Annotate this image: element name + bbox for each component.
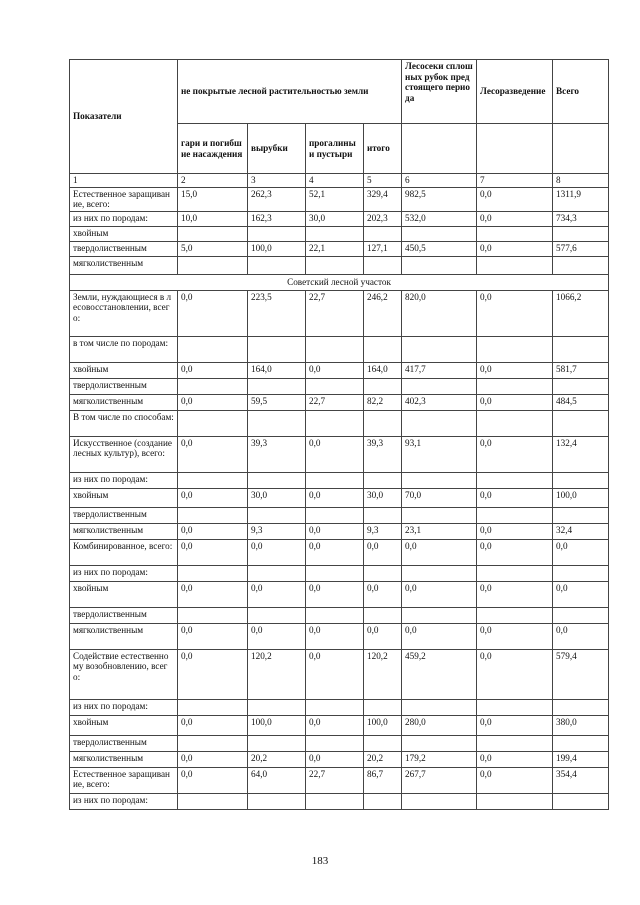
table-row bbox=[70, 436, 609, 472]
table-cell: 280,0 bbox=[402, 715, 477, 735]
table-cell bbox=[364, 607, 402, 623]
table-cell: 59,5 bbox=[248, 394, 306, 410]
table-cell bbox=[402, 472, 477, 488]
table-cell: 164,0 bbox=[364, 362, 402, 378]
table-cell bbox=[178, 699, 248, 715]
row-label: мягколиственным bbox=[70, 623, 178, 649]
table-cell: 39,3 bbox=[364, 436, 402, 472]
table-cell bbox=[364, 793, 402, 809]
table-cell bbox=[364, 472, 402, 488]
table-cell: 0,0 bbox=[402, 623, 477, 649]
table-cell: 0,0 bbox=[306, 488, 364, 507]
table-cell: 0,0 bbox=[178, 767, 248, 793]
column-number: 7 bbox=[477, 174, 553, 188]
table-cell bbox=[248, 735, 306, 751]
row-label: из них по породам: bbox=[70, 565, 178, 581]
table-cell: 0,0 bbox=[477, 241, 553, 256]
table-cell bbox=[178, 226, 248, 241]
column-number: 4 bbox=[306, 174, 364, 188]
table-cell bbox=[553, 607, 609, 623]
table-cell: 0,0 bbox=[477, 715, 553, 735]
table-cell: 820,0 bbox=[402, 290, 477, 336]
row-label: В том числе по способам: bbox=[70, 410, 178, 436]
column-number: 1 bbox=[70, 174, 178, 188]
table-cell: 0,0 bbox=[553, 623, 609, 649]
table-cell: 22,7 bbox=[306, 394, 364, 410]
row-label: твердолиственным bbox=[70, 241, 178, 256]
header-not-forested-lands: не покрытые лесной растительностью земли bbox=[178, 60, 402, 124]
table-cell bbox=[553, 378, 609, 394]
table-cell: 179,2 bbox=[402, 751, 477, 767]
table-row bbox=[70, 488, 609, 507]
forest-data-table bbox=[69, 59, 609, 810]
table-cell: 1311,9 bbox=[553, 187, 609, 211]
row-label: Содействие естественному возобновлению, всего: bbox=[70, 649, 178, 699]
table-cell: 9,3 bbox=[364, 523, 402, 539]
table-cell bbox=[306, 472, 364, 488]
table-cell: 9,3 bbox=[248, 523, 306, 539]
table-cell: 0,0 bbox=[477, 581, 553, 607]
table-cell bbox=[364, 256, 402, 274]
table-cell bbox=[402, 507, 477, 523]
table-row bbox=[70, 290, 609, 336]
row-label: Искусственное (создание лесных культур), всего: bbox=[70, 436, 178, 472]
table-cell bbox=[553, 735, 609, 751]
table-row bbox=[70, 607, 609, 623]
table-cell bbox=[364, 735, 402, 751]
table-cell bbox=[306, 607, 364, 623]
row-label: хвойным bbox=[70, 581, 178, 607]
table-cell: 0,0 bbox=[477, 523, 553, 539]
header-clearcuts: Лесосеки сплошных рубок предстоящего периода bbox=[402, 60, 477, 124]
table-cell: 0,0 bbox=[178, 488, 248, 507]
table-cell bbox=[248, 410, 306, 436]
table-cell bbox=[248, 699, 306, 715]
column-number: 5 bbox=[364, 174, 402, 188]
row-label: из них по породам: bbox=[70, 472, 178, 488]
table-cell: 64,0 bbox=[248, 767, 306, 793]
table-cell: 15,0 bbox=[178, 187, 248, 211]
table-cell: 164,0 bbox=[248, 362, 306, 378]
table-cell: 0,0 bbox=[477, 539, 553, 565]
table-cell: 52,1 bbox=[306, 187, 364, 211]
table-row bbox=[70, 715, 609, 735]
table-cell bbox=[364, 226, 402, 241]
table-cell bbox=[248, 507, 306, 523]
table-cell bbox=[553, 410, 609, 436]
table-cell bbox=[248, 378, 306, 394]
table-cell: 0,0 bbox=[553, 581, 609, 607]
row-label: Естественное заращивание, всего: bbox=[70, 187, 178, 211]
table-row bbox=[70, 226, 609, 241]
table-cell: 484,5 bbox=[553, 394, 609, 410]
table-row bbox=[70, 507, 609, 523]
table-cell: 0,0 bbox=[477, 362, 553, 378]
table-cell bbox=[477, 472, 553, 488]
table-cell: 100,0 bbox=[364, 715, 402, 735]
table-cell bbox=[306, 699, 364, 715]
column-number: 2 bbox=[178, 174, 248, 188]
table-cell: 0,0 bbox=[306, 362, 364, 378]
header-empty-cell bbox=[402, 124, 477, 174]
table-cell bbox=[178, 565, 248, 581]
table-cell: 0,0 bbox=[178, 623, 248, 649]
table-cell: 0,0 bbox=[306, 715, 364, 735]
table-cell bbox=[477, 735, 553, 751]
table-cell: 0,0 bbox=[477, 436, 553, 472]
table-cell: 380,0 bbox=[553, 715, 609, 735]
table-cell: 22,1 bbox=[306, 241, 364, 256]
table-cell bbox=[553, 565, 609, 581]
table-cell: 20,2 bbox=[364, 751, 402, 767]
table-row bbox=[70, 362, 609, 378]
table-cell bbox=[402, 699, 477, 715]
table-cell bbox=[306, 336, 364, 362]
table-cell bbox=[553, 226, 609, 241]
table-cell: 100,0 bbox=[248, 241, 306, 256]
table-row bbox=[70, 394, 609, 410]
table-cell: 10,0 bbox=[178, 211, 248, 226]
table-cell: 22,7 bbox=[306, 290, 364, 336]
table-cell bbox=[477, 607, 553, 623]
row-label: из них по породам: bbox=[70, 793, 178, 809]
table-cell: 0,0 bbox=[402, 581, 477, 607]
table-cell: 0,0 bbox=[477, 649, 553, 699]
table-cell bbox=[248, 607, 306, 623]
table-cell bbox=[248, 793, 306, 809]
table-cell bbox=[364, 378, 402, 394]
table-cell bbox=[248, 472, 306, 488]
table-row bbox=[70, 767, 609, 793]
table-cell bbox=[306, 793, 364, 809]
table-cell: 417,7 bbox=[402, 362, 477, 378]
table-cell: 0,0 bbox=[364, 581, 402, 607]
table-cell: 246,2 bbox=[364, 290, 402, 336]
table-cell bbox=[248, 565, 306, 581]
table-cell bbox=[248, 256, 306, 274]
table-cell: 0,0 bbox=[178, 394, 248, 410]
table-cell bbox=[477, 336, 553, 362]
column-number: 8 bbox=[553, 174, 609, 188]
table-cell bbox=[364, 507, 402, 523]
table-cell: 579,4 bbox=[553, 649, 609, 699]
table-cell: 354,4 bbox=[553, 767, 609, 793]
table-row bbox=[70, 649, 609, 699]
table-cell bbox=[402, 256, 477, 274]
table-row bbox=[70, 699, 609, 715]
table-cell bbox=[178, 256, 248, 274]
table-cell: 0,0 bbox=[306, 539, 364, 565]
header-glades: прогалины и пустыри bbox=[306, 124, 364, 174]
header-total: Всего bbox=[553, 60, 609, 124]
table-cell bbox=[306, 735, 364, 751]
table-cell: 0,0 bbox=[553, 539, 609, 565]
table-cell: 86,7 bbox=[364, 767, 402, 793]
table-cell bbox=[306, 507, 364, 523]
column-number-row bbox=[70, 174, 609, 188]
table-cell: 70,0 bbox=[402, 488, 477, 507]
table-cell bbox=[553, 699, 609, 715]
table-cell: 30,0 bbox=[306, 211, 364, 226]
row-label: хвойным bbox=[70, 715, 178, 735]
page-number: 183 bbox=[311, 855, 329, 867]
table-cell bbox=[364, 336, 402, 362]
row-label: твердолиственным bbox=[70, 378, 178, 394]
table-row bbox=[70, 410, 609, 436]
table-cell bbox=[248, 336, 306, 362]
table-cell: 30,0 bbox=[364, 488, 402, 507]
table-cell: 162,3 bbox=[248, 211, 306, 226]
row-label: Комбинированное, всего: bbox=[70, 539, 178, 565]
table-cell bbox=[553, 793, 609, 809]
table-cell: 0,0 bbox=[306, 751, 364, 767]
row-label: мягколиственным bbox=[70, 523, 178, 539]
table-cell bbox=[477, 565, 553, 581]
table-cell bbox=[306, 410, 364, 436]
table-cell: 0,0 bbox=[178, 581, 248, 607]
table-cell: 0,0 bbox=[248, 581, 306, 607]
table-cell bbox=[306, 378, 364, 394]
table-cell: 262,3 bbox=[248, 187, 306, 211]
table-cell: 132,4 bbox=[553, 436, 609, 472]
table-cell: 0,0 bbox=[248, 623, 306, 649]
row-label: мягколиственным bbox=[70, 751, 178, 767]
table-cell bbox=[553, 507, 609, 523]
column-number: 3 bbox=[248, 174, 306, 188]
table-cell bbox=[178, 378, 248, 394]
table-cell: 0,0 bbox=[364, 539, 402, 565]
table-cell: 450,5 bbox=[402, 241, 477, 256]
table-cell: 0,0 bbox=[178, 523, 248, 539]
table-cell: 402,3 bbox=[402, 394, 477, 410]
table-cell bbox=[477, 793, 553, 809]
table-cell bbox=[402, 336, 477, 362]
table-cell: 32,4 bbox=[553, 523, 609, 539]
table-cell: 532,0 bbox=[402, 211, 477, 226]
table-cell bbox=[402, 607, 477, 623]
row-label: хвойным bbox=[70, 488, 178, 507]
table-cell: 0,0 bbox=[477, 623, 553, 649]
table-cell: 22,7 bbox=[306, 767, 364, 793]
table-cell: 0,0 bbox=[477, 488, 553, 507]
table-cell bbox=[477, 256, 553, 274]
row-label: из них по породам: bbox=[70, 699, 178, 715]
table-cell: 0,0 bbox=[178, 539, 248, 565]
table-cell: 734,3 bbox=[553, 211, 609, 226]
table-cell bbox=[402, 378, 477, 394]
table-cell: 982,5 bbox=[402, 187, 477, 211]
table-row bbox=[70, 735, 609, 751]
row-label: из них по породам: bbox=[70, 211, 178, 226]
table-row bbox=[70, 523, 609, 539]
table-cell: 0,0 bbox=[477, 290, 553, 336]
table-cell: 459,2 bbox=[402, 649, 477, 699]
table-cell: 1066,2 bbox=[553, 290, 609, 336]
table-cell bbox=[178, 410, 248, 436]
table-cell: 0,0 bbox=[402, 539, 477, 565]
table-cell: 0,0 bbox=[178, 715, 248, 735]
table-cell: 0,0 bbox=[248, 539, 306, 565]
table-row bbox=[70, 241, 609, 256]
table-cell bbox=[553, 472, 609, 488]
table-cell: 223,5 bbox=[248, 290, 306, 336]
table-cell: 0,0 bbox=[178, 649, 248, 699]
row-label: мягколиственным bbox=[70, 256, 178, 274]
table-cell: 0,0 bbox=[477, 211, 553, 226]
table-row bbox=[70, 187, 609, 211]
row-label: Естественное заращивание, всего: bbox=[70, 767, 178, 793]
table-cell: 0,0 bbox=[306, 649, 364, 699]
table-cell bbox=[402, 226, 477, 241]
table-cell: 120,2 bbox=[364, 649, 402, 699]
table-row bbox=[70, 472, 609, 488]
table-cell: 5,0 bbox=[178, 241, 248, 256]
row-label: хвойным bbox=[70, 362, 178, 378]
table-row bbox=[70, 751, 609, 767]
table-cell bbox=[178, 607, 248, 623]
table-cell bbox=[178, 793, 248, 809]
table-cell: 127,1 bbox=[364, 241, 402, 256]
table-cell: 0,0 bbox=[477, 187, 553, 211]
table-cell: 0,0 bbox=[306, 523, 364, 539]
table-cell bbox=[178, 336, 248, 362]
row-label: Земли, нуждающиеся в лесовосстановлении, всего: bbox=[70, 290, 178, 336]
section-title: Советский лесной участок bbox=[70, 274, 609, 290]
table-cell bbox=[402, 410, 477, 436]
table-cell: 82,2 bbox=[364, 394, 402, 410]
row-label: в том числе по породам: bbox=[70, 336, 178, 362]
table-cell bbox=[178, 507, 248, 523]
header-row-1 bbox=[70, 60, 609, 124]
row-label: твердолиственным bbox=[70, 735, 178, 751]
header-subtotal: итого bbox=[364, 124, 402, 174]
section-row bbox=[70, 274, 609, 290]
table-cell: 0,0 bbox=[178, 436, 248, 472]
table-cell: 39,3 bbox=[248, 436, 306, 472]
table-row bbox=[70, 581, 609, 607]
table-cell: 0,0 bbox=[306, 436, 364, 472]
table-cell: 0,0 bbox=[364, 623, 402, 649]
row-label: твердолиственным bbox=[70, 607, 178, 623]
table-cell bbox=[477, 507, 553, 523]
table-cell: 120,2 bbox=[248, 649, 306, 699]
table-cell: 0,0 bbox=[178, 751, 248, 767]
table-cell: 23,1 bbox=[402, 523, 477, 539]
table-cell bbox=[364, 565, 402, 581]
table-cell: 0,0 bbox=[477, 394, 553, 410]
table-row bbox=[70, 211, 609, 226]
table-cell: 0,0 bbox=[178, 362, 248, 378]
table-cell bbox=[364, 699, 402, 715]
header-indicators: Показатели bbox=[70, 60, 178, 174]
table-cell: 581,7 bbox=[553, 362, 609, 378]
table-cell bbox=[248, 226, 306, 241]
table-cell bbox=[477, 378, 553, 394]
table-cell: 0,0 bbox=[306, 623, 364, 649]
column-number: 6 bbox=[402, 174, 477, 188]
table-row bbox=[70, 539, 609, 565]
table-cell: 0,0 bbox=[178, 290, 248, 336]
header-felling: вырубки bbox=[248, 124, 306, 174]
table-cell bbox=[402, 793, 477, 809]
table-cell bbox=[306, 565, 364, 581]
table-cell: 577,6 bbox=[553, 241, 609, 256]
row-label: мягколиственным bbox=[70, 394, 178, 410]
table-cell: 100,0 bbox=[553, 488, 609, 507]
header-empty-cell bbox=[477, 124, 553, 174]
table-cell: 0,0 bbox=[477, 751, 553, 767]
header-afforestation: Лесоразведение bbox=[477, 60, 553, 124]
table-row bbox=[70, 623, 609, 649]
table-cell: 199,4 bbox=[553, 751, 609, 767]
table-cell bbox=[178, 735, 248, 751]
table-cell: 93,1 bbox=[402, 436, 477, 472]
table-cell: 30,0 bbox=[248, 488, 306, 507]
header-empty-cell bbox=[553, 124, 609, 174]
table-cell: 267,7 bbox=[402, 767, 477, 793]
row-label: хвойным bbox=[70, 226, 178, 241]
table-cell: 20,2 bbox=[248, 751, 306, 767]
table-cell: 0,0 bbox=[306, 581, 364, 607]
table-cell: 202,3 bbox=[364, 211, 402, 226]
table-cell: 100,0 bbox=[248, 715, 306, 735]
table-cell bbox=[178, 472, 248, 488]
table-cell bbox=[306, 226, 364, 241]
table-row bbox=[70, 256, 609, 274]
table-cell bbox=[364, 410, 402, 436]
table-cell bbox=[477, 410, 553, 436]
table-cell bbox=[553, 336, 609, 362]
table-cell bbox=[402, 565, 477, 581]
table-cell bbox=[306, 256, 364, 274]
table-cell: 329,4 bbox=[364, 187, 402, 211]
table-row bbox=[70, 336, 609, 362]
table-row bbox=[70, 565, 609, 581]
table-cell bbox=[477, 226, 553, 241]
table-cell bbox=[402, 735, 477, 751]
header-fires: гари и погибшие насаждения bbox=[178, 124, 248, 174]
row-label: твердолиственным bbox=[70, 507, 178, 523]
table-row bbox=[70, 793, 609, 809]
table-cell bbox=[553, 256, 609, 274]
table-row bbox=[70, 378, 609, 394]
table-cell bbox=[477, 699, 553, 715]
table-cell: 0,0 bbox=[477, 767, 553, 793]
